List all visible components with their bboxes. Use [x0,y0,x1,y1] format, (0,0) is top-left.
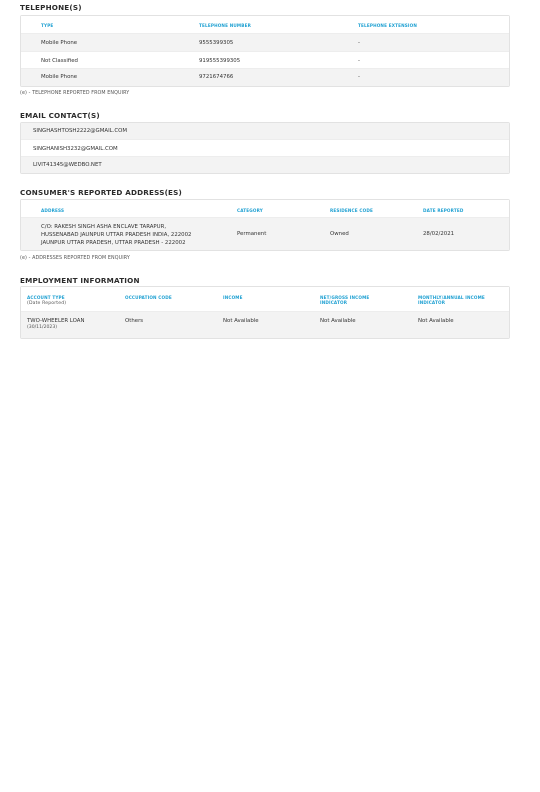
account-type-value: TWO-WHEELER LOAN [27,318,85,324]
col-header-category: CATEGORY [237,208,263,213]
telephone-extension: - [358,74,360,80]
employment-table [20,286,510,339]
table-row [21,218,509,250]
account-type-header-label: ACCOUNT TYPE [27,295,65,300]
telephone-header-row [21,16,509,34]
list-item [21,157,509,173]
list-item [21,140,509,157]
date-reported-sub-label: (Date Reported) [27,301,67,306]
telephone-type: Mobile Phone [41,40,78,46]
address-category: Permanent [237,231,267,237]
table-row [21,69,509,86]
email-address: LIVIT41345@WEDBO.NET [33,162,102,168]
telephone-type: Not Classified [41,58,78,64]
telephone-number: 9721674766 [199,74,234,80]
address-line-2: HUSSENABAD JAUNPUR UTTAR PRADESH INDIA, 222002 [41,232,192,238]
table-row [21,34,509,52]
table-row [21,52,509,69]
address-header-row [21,200,509,218]
address-text [41,223,191,247]
address-residence-code: Owned [330,231,349,237]
telephone-type: Mobile Phone [41,74,78,80]
employment-monthly-annual-indicator: Not Available [418,318,454,324]
list-item [21,123,509,140]
address-table [20,199,510,251]
col-header-telephone-number: TELEPHONE NUMBER [199,23,251,28]
net-gross-header-line-2: INDICATOR [320,300,348,305]
email-section-title: EMAIL CONTACT(S) [20,111,100,120]
telephone-note: (e) - TELEPHONE REPORTED FROM ENQUIRY [20,91,130,96]
telephone-table [20,15,510,87]
employment-occupation-code: Others [125,318,144,324]
col-header-net-gross-income-indicator [320,295,369,305]
address-note: (e) - ADDRESSES REPORTED FROM ENQUIRY [20,256,130,261]
table-row [21,312,509,338]
col-header-account-type [27,295,66,306]
address-line-1: C/O: RAKESH SINGH ASHA ENCLAVE TARAPUR, [41,224,167,230]
address-date-reported: 28/02/2021 [423,231,455,237]
address-section-title: CONSUMER'S REPORTED ADDRESS(ES) [20,188,183,197]
email-address: SINGHASHTOSH2222@GMAIL.COM [33,128,128,134]
col-header-monthly-annual-income-indicator [418,295,485,305]
telephone-extension: - [358,40,360,46]
employment-account-type [27,318,85,330]
employment-income: Not Available [223,318,259,324]
col-header-date-reported: DATE REPORTED [423,208,464,213]
address-line-3: JAUNPUR UTTAR PRADESH, UTTAR PRADESH - 222002 [41,240,186,246]
email-table [20,122,510,174]
col-header-residence-code: RESIDENCE CODE [330,208,373,213]
employment-net-gross-indicator: Not Available [320,318,356,324]
col-header-income: INCOME [223,295,243,300]
monthly-annual-header-line-1: MONTHLY/ANNUAL INCOME [418,295,485,300]
account-date-reported: (30/11/2023) [27,325,58,330]
email-address: SINGHANISH3232@GMAIL.COM [33,146,118,152]
net-gross-header-line-1: NET/GROSS INCOME [320,295,370,300]
monthly-annual-header-line-2: INDICATOR [418,300,446,305]
col-header-address: ADDRESS [41,208,65,213]
employment-section-title: EMPLOYMENT INFORMATION [20,276,140,285]
telephone-section-title: TELEPHONE(S) [20,3,82,12]
col-header-telephone-extension: TELEPHONE EXTENSION [358,23,418,28]
col-header-occupation-code: OCCUPATION CODE [125,295,172,300]
col-header-type: TYPE [41,23,54,28]
telephone-number: 9555399305 [199,40,234,46]
telephone-extension: - [358,58,360,64]
employment-header-row [21,287,509,312]
telephone-number: 919555399305 [199,58,241,64]
